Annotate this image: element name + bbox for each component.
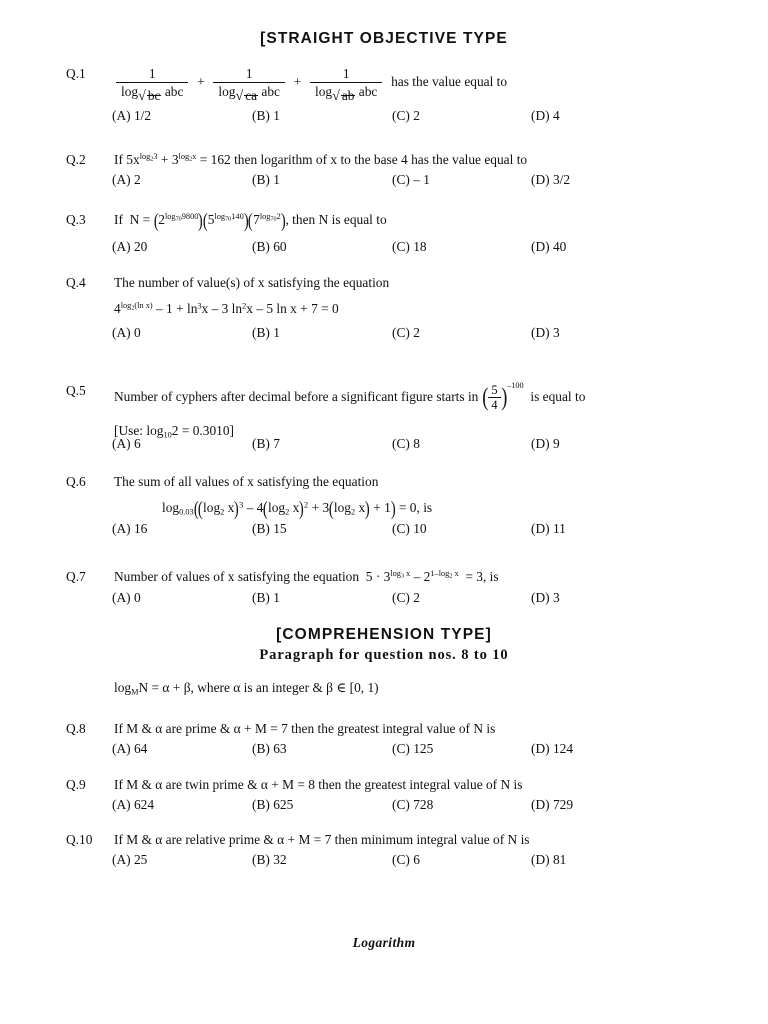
option-tag: (B) xyxy=(252,797,270,812)
option-b[interactable] xyxy=(252,172,280,188)
options-row-1 xyxy=(0,108,768,126)
option-tag: (A) xyxy=(112,108,131,123)
option-tag: (D) xyxy=(531,797,550,812)
q6-t2-pow: 2 xyxy=(304,500,309,510)
option-value: 60 xyxy=(273,239,287,254)
q4-equation xyxy=(114,301,728,318)
question-number: Q.1 xyxy=(66,66,86,81)
option-b[interactable] xyxy=(252,852,287,868)
q1-numerator-3: 1 xyxy=(310,66,382,83)
option-value: 18 xyxy=(413,239,427,254)
section-header-comprehension-block xyxy=(0,626,768,664)
q7-term2-exp: 1–log2 x xyxy=(430,569,459,581)
q2-expression: If $5x^{log_23} + 3^{log_2x} = 162$ then logarithm of x to the base 4 has the value equal to xyxy=(114,152,528,167)
option-value: 64 xyxy=(133,741,148,756)
options-row-4 xyxy=(0,325,768,343)
option-value: 6 xyxy=(133,436,141,451)
option-d[interactable] xyxy=(531,108,560,124)
options-row-7 xyxy=(0,590,768,608)
option-value: 624 xyxy=(133,797,155,812)
question-stem xyxy=(114,832,728,849)
q1-stem-tail: has the value equal to xyxy=(391,73,508,89)
option-value: 3 xyxy=(552,590,560,605)
q1-denominator-2 xyxy=(213,83,285,104)
q6-t3-var: x xyxy=(358,499,366,515)
q1-fraction-2 xyxy=(213,66,285,104)
q8-stem: If M & α are prime & α + M = 7 then the greatest integral value of N is xyxy=(114,721,496,736)
option-tag: (D) xyxy=(531,172,550,187)
option-c[interactable] xyxy=(392,436,420,452)
option-c[interactable] xyxy=(392,797,433,813)
option-tag: (C) xyxy=(392,172,410,187)
q3-lhs: N = xyxy=(129,212,151,227)
question-number: Q.4 xyxy=(66,275,86,290)
q1-sub-3: √ ab xyxy=(332,87,355,104)
option-d[interactable] xyxy=(531,436,560,452)
option-tag: (B) xyxy=(252,590,270,605)
question-number: Q.8 xyxy=(66,721,86,736)
option-a[interactable] xyxy=(112,741,147,757)
option-c[interactable] xyxy=(392,741,433,757)
use-note-sub: 10 xyxy=(163,430,172,440)
option-d[interactable] xyxy=(531,852,566,868)
q1-sub-1: √ bc xyxy=(138,87,161,104)
q9-stem: If M & α are twin prime & α + M = 8 then the greatest integral value of N is xyxy=(114,777,523,792)
q4-pow3: 3 xyxy=(197,301,202,311)
option-tag: (D) xyxy=(531,521,550,536)
option-b[interactable] xyxy=(252,521,287,537)
option-value: – 1 xyxy=(413,172,430,187)
option-tag: (B) xyxy=(252,436,270,451)
option-value: 2 xyxy=(413,325,420,340)
q6-t1-var: x xyxy=(227,499,235,515)
paren-close-inner: ) xyxy=(234,497,240,520)
q4-tail: – 1 + ln xyxy=(155,300,198,316)
paragraph-log-base: M xyxy=(131,687,139,697)
log-word: log xyxy=(314,84,333,99)
option-b[interactable] xyxy=(252,108,280,124)
question-stem xyxy=(114,209,728,232)
option-value: 15 xyxy=(273,521,287,536)
option-value: 0 xyxy=(133,325,141,340)
option-a[interactable] xyxy=(112,797,154,813)
q7-tail: = 3, is xyxy=(465,569,499,584)
q6-tail: = 0, is xyxy=(398,499,433,515)
q5-fraction xyxy=(488,383,500,412)
option-tag: (B) xyxy=(252,852,270,867)
q3-factor3-exp: log702 xyxy=(259,212,281,224)
section-header-comprehension-sub: Paragraph for question nos. 8 to 10 xyxy=(259,647,509,663)
option-tag: (B) xyxy=(252,108,270,123)
option-c[interactable] xyxy=(392,239,427,255)
page-footer: Logarithm xyxy=(352,935,416,950)
q6-t1-log: log xyxy=(203,499,221,515)
log-word: log xyxy=(121,84,139,99)
question-stem xyxy=(114,275,728,318)
q4-base: 4 xyxy=(114,300,121,316)
option-value: 81 xyxy=(552,852,567,867)
option-a[interactable] xyxy=(112,325,141,341)
option-value: 0 xyxy=(133,590,141,605)
option-value: 3 xyxy=(552,325,560,340)
option-value: 25 xyxy=(133,852,148,867)
option-tag: (C) xyxy=(392,521,410,536)
question-number: Q.2 xyxy=(66,152,86,167)
q1-numerator-2: 1 xyxy=(213,66,285,83)
option-a[interactable] xyxy=(112,590,141,606)
option-value: 7 xyxy=(273,436,280,451)
option-tag: (A) xyxy=(112,436,131,451)
q6-t4: + 1 xyxy=(373,499,391,515)
paren-open-inner: ( xyxy=(198,497,204,520)
q4-exp: log2(ln x) xyxy=(120,301,153,312)
q6-equation: $\log_{0.03}((\log_2$ $x)^3 - 4(\log_2$ $x)^2 + 3(\log_2$ x) + 1) = 0, is xyxy=(162,497,433,520)
question-stem xyxy=(114,721,728,738)
log-word: log xyxy=(218,84,236,99)
q3-factor1-base: 2 xyxy=(158,212,165,227)
option-c[interactable] xyxy=(392,108,420,124)
option-value: 625 xyxy=(273,797,294,812)
paren-close: ) xyxy=(280,209,286,232)
q7-expression xyxy=(114,569,499,584)
q7-term2-base: – 2 xyxy=(413,569,431,584)
option-value: 1/2 xyxy=(133,108,152,123)
option-tag: (D) xyxy=(531,436,550,451)
option-tag: (D) xyxy=(531,325,550,340)
q6-t3-sub: 2 xyxy=(350,507,356,517)
option-value: 16 xyxy=(133,521,148,536)
option-b[interactable] xyxy=(252,590,280,606)
option-b[interactable] xyxy=(252,239,287,255)
option-value: 2 xyxy=(413,590,420,605)
option-value: 11 xyxy=(552,521,566,536)
q2-term2-base: 3 xyxy=(171,152,179,167)
option-tag: (B) xyxy=(252,521,270,536)
option-value: 6 xyxy=(413,852,420,867)
option-tag: (B) xyxy=(252,239,270,254)
q5-stem-head: Number of cyphers after decimal before a significant figure starts in xyxy=(114,388,479,404)
option-value: 728 xyxy=(413,797,434,812)
option-a[interactable] xyxy=(112,172,141,188)
paragraph-definition: $\log_MN = \alpha + \beta$, where α is an integer & β ∈ [0, 1) xyxy=(114,680,379,697)
options-row-6 xyxy=(0,521,768,539)
q5-numerator: 5 xyxy=(488,383,500,398)
option-tag: (A) xyxy=(112,325,131,340)
option-value: 729 xyxy=(552,797,574,812)
q6-t3-log: log xyxy=(333,499,351,515)
q2-exp-1: log23 xyxy=(139,152,158,164)
paren-open: ( xyxy=(248,209,254,232)
option-value: 1 xyxy=(273,325,280,340)
question-stem xyxy=(114,569,728,586)
q2-prefix: If xyxy=(114,152,123,167)
q6-t2-coef: – 4 xyxy=(246,499,264,515)
option-a[interactable] xyxy=(112,852,147,868)
option-tag: (A) xyxy=(112,239,131,254)
options-row-5 xyxy=(0,436,768,454)
option-tag: (C) xyxy=(392,852,410,867)
option-value: 9 xyxy=(552,436,560,451)
option-tag: (D) xyxy=(531,741,550,756)
option-c[interactable] xyxy=(392,172,430,188)
q5-denominator: 4 xyxy=(491,398,498,412)
paren-open: ( xyxy=(329,497,334,520)
q2-rhs: = 162 then logarithm of x to the base 4 has the value equal to xyxy=(199,152,528,167)
q2-exp-2: log2x xyxy=(178,152,197,164)
question-number: Q.7 xyxy=(66,569,86,584)
paren-close: ) xyxy=(500,382,507,412)
options-row-9 xyxy=(0,797,768,815)
q2-var: x xyxy=(132,152,140,167)
option-a[interactable] xyxy=(112,521,147,537)
use-note-pre: [Use: log xyxy=(114,423,164,438)
q3-factor3-base: 7 xyxy=(253,212,260,227)
paren-close: ) xyxy=(390,497,396,520)
option-d[interactable] xyxy=(531,590,560,606)
log-arg: abc xyxy=(261,84,281,99)
option-value: 125 xyxy=(413,741,434,756)
q1-denominator-3 xyxy=(310,83,382,104)
option-tag: (C) xyxy=(392,239,410,254)
paragraph-definition-text: , where α is an integer & β ∈ [0, 1) xyxy=(190,680,379,695)
q5-stem xyxy=(114,381,586,412)
q7-term1-coef: 5 · 3 xyxy=(365,569,391,584)
q10-stem: If M & α are relative prime & α + M = 7 then minimum integral value of N is xyxy=(114,832,530,847)
q2-coef: 5 xyxy=(126,152,133,167)
option-c[interactable] xyxy=(392,852,420,868)
q5-exponent: –100 xyxy=(507,381,524,390)
paren-open: ( xyxy=(263,497,269,520)
option-a[interactable] xyxy=(112,108,151,124)
option-c[interactable] xyxy=(392,590,420,606)
paren-close: ) xyxy=(198,209,204,232)
q4-pow2: 2 xyxy=(242,301,247,311)
option-tag: (C) xyxy=(392,108,410,123)
q1-expression: $\frac{1}{\log_{√ bc} abc}$ + $\frac{1}{\log_{√ ca} abc}$ + $\frac{1}{\log_{√ ab} abc}$ has the value equal to xyxy=(114,74,507,89)
option-d[interactable] xyxy=(531,172,570,188)
option-tag: (C) xyxy=(392,741,410,756)
paragraph-log-arg: N = α + β xyxy=(138,680,191,695)
q3-tail: , then N is equal to xyxy=(285,212,387,227)
option-a[interactable] xyxy=(112,436,141,452)
option-tag: (B) xyxy=(252,172,270,187)
option-value: 2 xyxy=(413,108,420,123)
option-value: 4 xyxy=(552,108,560,123)
option-value: 3/2 xyxy=(552,172,571,187)
section-header-comprehension: [COMPREHENSION TYPE] xyxy=(276,626,492,643)
option-value: 124 xyxy=(552,741,574,756)
options-row-10 xyxy=(0,852,768,870)
option-value: 1 xyxy=(273,172,280,187)
option-tag: (A) xyxy=(112,521,131,536)
option-tag: (A) xyxy=(112,741,131,756)
option-d[interactable] xyxy=(531,239,566,255)
options-row-2 xyxy=(0,172,768,190)
option-value: 63 xyxy=(273,741,287,756)
paren-open: ( xyxy=(481,382,489,412)
question-stem xyxy=(114,152,728,169)
option-value: 2 xyxy=(133,172,141,187)
q1-numerator-1: 1 xyxy=(116,66,188,83)
q6-t3-coef: + 3 xyxy=(311,499,330,515)
question-number: Q.6 xyxy=(66,474,86,489)
q3-expression xyxy=(114,209,387,232)
q1-denominator-1 xyxy=(116,83,188,104)
q4-rest2: x – 5 ln x + 7 = 0 xyxy=(246,300,339,316)
paren-open: ( xyxy=(202,209,208,232)
option-a[interactable] xyxy=(112,239,147,255)
q6-t2-log: log xyxy=(268,499,286,515)
option-d[interactable] xyxy=(531,521,566,537)
paren-close: ) xyxy=(243,209,249,232)
q4-rest: x – 3 ln xyxy=(201,300,243,316)
option-tag: (C) xyxy=(392,797,410,812)
question-number: Q.9 xyxy=(66,777,86,792)
q6-t1-sub: 2 xyxy=(220,507,225,517)
question-stem xyxy=(114,474,728,520)
option-tag: (D) xyxy=(531,108,550,123)
q6-log-base: 0.03 xyxy=(179,507,194,517)
option-b[interactable] xyxy=(252,741,287,757)
option-tag: (B) xyxy=(252,325,270,340)
option-b[interactable] xyxy=(252,797,293,813)
option-tag: (C) xyxy=(392,325,410,340)
paren-open: ( xyxy=(153,209,159,232)
option-value: 40 xyxy=(552,239,567,254)
q3-factor2-base: 5 xyxy=(207,212,215,227)
option-d[interactable] xyxy=(531,325,560,341)
paren-close: ) xyxy=(299,497,305,520)
option-tag: (C) xyxy=(392,436,410,451)
option-value: 1 xyxy=(273,590,280,605)
q1-sub-2: √ ca xyxy=(235,87,258,104)
options-row-8 xyxy=(0,741,768,759)
log-arg: abc xyxy=(164,84,184,99)
q1-fraction-1 xyxy=(116,66,188,104)
option-d[interactable] xyxy=(531,797,573,813)
question-stem xyxy=(114,383,728,440)
option-c[interactable] xyxy=(392,521,427,537)
option-tag: (D) xyxy=(531,852,550,867)
option-value: 1 xyxy=(273,108,280,123)
question-number: Q.10 xyxy=(66,832,93,847)
option-tag: (A) xyxy=(112,172,131,187)
question-stem xyxy=(114,777,728,794)
option-tag: (B) xyxy=(252,741,270,756)
q1-fraction-3 xyxy=(310,66,382,104)
q3-prefix: If xyxy=(114,212,123,227)
log-arg: abc xyxy=(358,84,378,99)
option-tag: (A) xyxy=(112,797,131,812)
option-tag: (A) xyxy=(112,852,131,867)
paren-close: ) xyxy=(365,497,370,520)
use-note-post: 2 = 0.3010] xyxy=(171,423,234,438)
option-b[interactable] xyxy=(252,325,280,341)
q3-factor2-exp: log70140 xyxy=(214,212,244,224)
option-value: 20 xyxy=(133,239,148,254)
option-d[interactable] xyxy=(531,741,573,757)
q7-stem-head: Number of values of x satisfying the equation xyxy=(114,569,360,584)
q4-stem: The number of value(s) of x satisfying the equation xyxy=(114,275,390,290)
q6-stem: The sum of all values of x satisfying the equation xyxy=(114,474,379,489)
q6-t1-pow: 3 xyxy=(239,500,244,510)
section-header-straight-objective: [STRAIGHT OBJECTIVE TYPE xyxy=(260,30,508,47)
option-tag: (A) xyxy=(112,590,131,605)
options-row-3 xyxy=(0,239,768,257)
q5-stem-tail: is equal to xyxy=(530,388,586,404)
option-c[interactable] xyxy=(392,325,420,341)
question-number: Q.5 xyxy=(66,383,86,398)
q3-factor1-exp: log709800 xyxy=(164,212,199,224)
question-number: Q.3 xyxy=(66,212,86,227)
question-stem xyxy=(114,66,728,104)
option-tag: (D) xyxy=(531,239,550,254)
option-tag: (C) xyxy=(392,590,410,605)
q6-t2-sub: 2 xyxy=(285,507,290,517)
option-value: 32 xyxy=(273,852,287,867)
option-value: 8 xyxy=(413,436,420,451)
option-b[interactable] xyxy=(252,436,280,452)
q6-t2-var: x xyxy=(292,499,300,515)
option-value: 10 xyxy=(413,521,427,536)
q7-term1-exp: log3 x xyxy=(390,569,411,581)
option-tag: (D) xyxy=(531,590,550,605)
paren-open: ( xyxy=(193,497,199,520)
